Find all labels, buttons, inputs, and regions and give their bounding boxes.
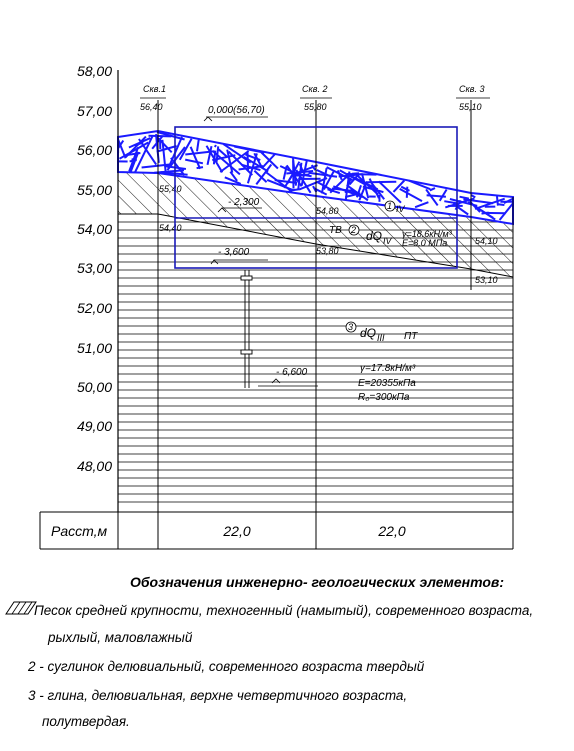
level-mark-3600 xyxy=(211,247,268,264)
elev-tick: 54,00 xyxy=(76,221,112,237)
svg-text:2: 2 xyxy=(351,225,357,235)
distance-table xyxy=(40,512,513,549)
svg-text:IV: IV xyxy=(396,204,405,214)
svg-text:IV: IV xyxy=(383,236,392,246)
legend-item-2: 2 - суглинок делювиальный, современного возраста твердый xyxy=(28,659,425,674)
svg-text:ПТ: ПТ xyxy=(404,331,418,342)
borehole-1-header xyxy=(140,84,166,112)
svg-text:dQ: dQ xyxy=(366,229,383,243)
svg-text:III: III xyxy=(377,333,385,343)
svg-text:Скв. 2: Скв. 2 xyxy=(302,84,328,94)
svg-text:Скв. 3: Скв. 3 xyxy=(459,84,485,94)
mark-b2-top: 54,80 xyxy=(316,206,339,216)
svg-text:0,000(56,70): 0,000(56,70) xyxy=(208,105,265,116)
svg-text:E=20355кПа: E=20355кПа xyxy=(358,378,416,389)
elev-tick: 58,00 xyxy=(76,63,112,79)
elev-tick: 49,00 xyxy=(76,418,112,434)
svg-text:3: 3 xyxy=(348,322,354,332)
svg-text:55,10: 55,10 xyxy=(459,102,482,112)
mark-b3-bottom: 53,10 xyxy=(475,275,498,285)
mark-b3-top: 54,10 xyxy=(475,236,498,246)
mark-b1-bottom: 54,40 xyxy=(159,223,182,233)
elev-tick: 50,00 xyxy=(76,379,112,395)
mark-b2-bottom: 53,80 xyxy=(316,246,339,256)
svg-text:1: 1 xyxy=(387,201,393,211)
pile xyxy=(241,270,252,388)
legend-item-1-cont: рыхлый, маловлажный xyxy=(48,630,193,645)
elev-tick: 56,00 xyxy=(76,142,112,158)
svg-text:γ=18.6кН/м³: γ=18.6кН/м³ xyxy=(402,229,452,239)
svg-text:R₀=300кПа: R₀=300кПа xyxy=(358,392,410,403)
svg-text:dQ: dQ xyxy=(360,326,377,340)
legend-item-3: 3 - глина, делювиальная, верхне четвертичного возраста, xyxy=(28,688,408,703)
svg-text:55,80: 55,80 xyxy=(304,102,327,112)
svg-text:γ=17.8кН/м³: γ=17.8кН/м³ xyxy=(360,363,416,374)
svg-text:Е=8.0 МПа: Е=8.0 МПа xyxy=(402,238,448,248)
distance-span-1: 22,0 xyxy=(223,523,251,539)
svg-text:ТВ: ТВ xyxy=(329,225,342,236)
legend-item-3-cont: полутвердая. xyxy=(42,714,130,729)
legend-title: Обозначения инженерно- геологических элементов: xyxy=(130,574,505,590)
mark-b1-top: 55,40 xyxy=(159,184,182,194)
svg-text:56,40: 56,40 xyxy=(140,102,163,112)
svg-text:- 6,600: - 6,600 xyxy=(276,367,308,378)
elev-tick: 55,00 xyxy=(76,182,112,198)
elev-tick: 51,00 xyxy=(76,340,112,356)
legend-hatch-icon xyxy=(4,600,38,616)
svg-text:Скв.1: Скв.1 xyxy=(143,84,166,94)
svg-text:- 2,300: - 2,300 xyxy=(228,197,260,208)
distance-row-label: Расст,м xyxy=(51,523,108,539)
zero-mark xyxy=(204,105,268,121)
legend-item-1: Песок средней крупности, техногенный (намытый), современного возраста, xyxy=(34,603,534,618)
elevation-axis xyxy=(77,63,112,474)
level-mark-6600 xyxy=(258,367,318,386)
distance-span-2: 22,0 xyxy=(378,523,406,539)
elev-tick: 57,00 xyxy=(76,103,112,119)
elev-tick: 52,00 xyxy=(76,300,112,316)
borehole-3-header xyxy=(456,84,490,112)
elev-tick: 53,00 xyxy=(76,260,112,276)
svg-text:- 3,600: - 3,600 xyxy=(218,247,250,258)
borehole-2-header xyxy=(300,84,332,112)
elev-tick: 48,00 xyxy=(76,458,112,474)
